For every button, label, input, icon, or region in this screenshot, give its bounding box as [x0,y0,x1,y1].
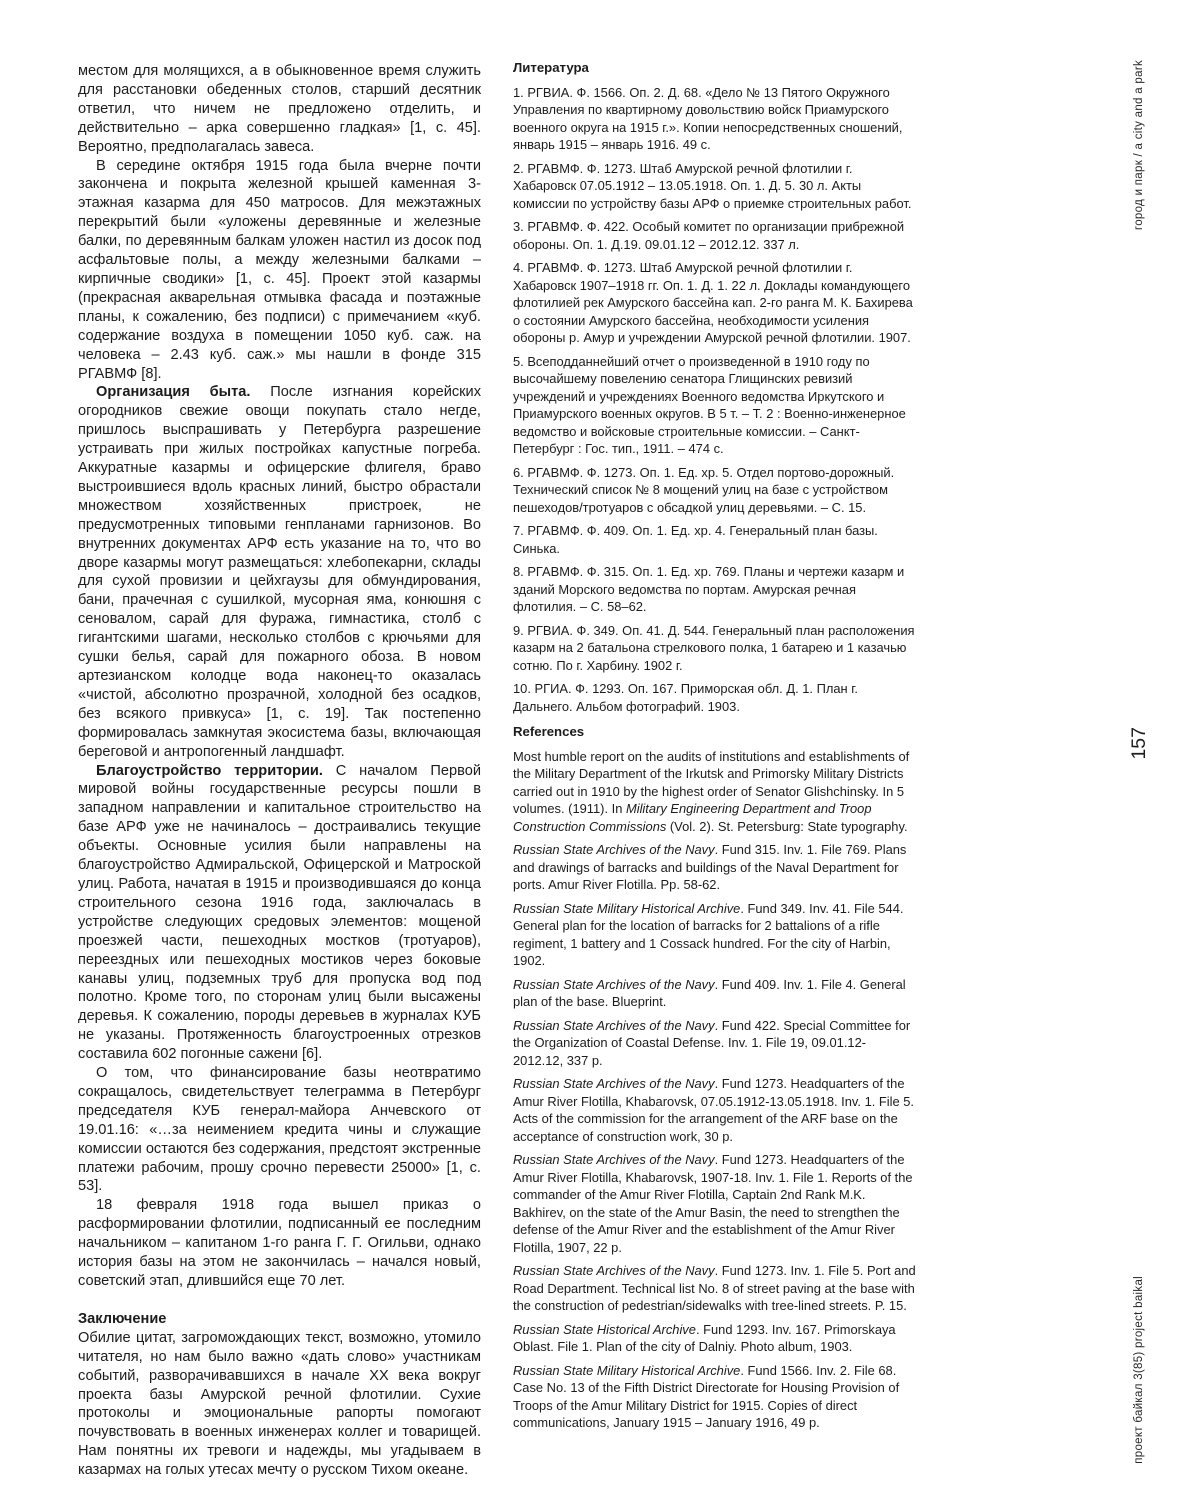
reference-item [513,748,916,836]
literature-item: 8. РГАВМФ. Ф. 315. Оп. 1. Ед. хр. 769. Планы и чертежи казарм и зданий Морского ведомства по портам. Амурская речная флотилия. – С. 58–62. [513,564,905,614]
reference-source-italic: Russian State Military Historical Archive [513,1362,741,1378]
reference-text: . Fund 1566. Inv. 2. File 68. Case No. 13 of the Fifth District Directorate for Housing Provision of Troops of the Amur Military District for 1915. Copies of direct communications, January 1915 – January 1916, 49 p. [513,1362,900,1430]
reference-item [513,1017,916,1070]
body-paragraph: Благоустройство территории. С началом Первой мировой войны государственные ресурсы пошли в западном направлении и капитальное строительство на базе АРФ уже не начиналось – достраивались текущие объекты. Основные усилия были направлены на благоустройство Адмиральской, Офицерской и Матроской улиц. Работа, начатая в 1915 и производившаяся до конца строительного сезона 1916 года, заключалась в устройстве следующих средовых элементов: мощеной проезжей части, пешеходных мостков (тротуаров), переездных или пешеходных мостиков через боковые канавы улиц, подземных труб для пропуска вод под полотно. Кроме того, по сторонам улиц были высажены деревья. К сожалению, породы деревьев в журналах КУБ не указаны. Протяженность благоустроенных отрезков составила 602 погонные сажени [6]. [78,762,481,1063]
reference-item [513,1075,916,1145]
reference-source-italic: Russian State Military Historical Archive [513,900,741,916]
literature-item: 3. РГАВМФ. Ф. 422. Особый комитет по организации прибрежной обороны. Оп. 1. Д.19. 09.01.12 – 2012.12. 337 л. [513,219,905,252]
literature-item: 5. Всеподданнейший отчет о произведенной в 1910 году по высочайшему повелению сенатора Глищинских ревизий учреждений и учреждениях Военного ведомства Иркутского и Приамурского военных округов. В 5 т. – Т. 2 : Военно-инженерное ведомство и войсковые строительные комиссии. – Санкт-Петербург : Гос. тип., 1911. – 474 с. [513,353,906,456]
body-paragraph: В середине октября 1915 года была вчерне почти закончена и покрыта железной крышей каменная 3-этажная казарма для 450 матросов. Для межэтажных перекрытий были «уложены деревянные и железные балки, по деревянным балкам уложен настил из досок под асфальтовые полы, а между железными балками – кирпичные сводики» [1, с. 45]. Проект этой казармы (прекрасная акварельная отмывка фасада и поэтажные планы, к сожалению, без подписи) с примечанием «куб. содержание воздуха в помещении 1050 куб. саж. на человека – 2.43 куб. саж.» мы нашли в фонде 315 РГАВМФ [8]. [78,157,481,382]
reference-text: . Fund 1293. Inv. 167. Primorskaya Oblast. File 1. Plan of the city of Dalniy. Photo album, 1903. [513,1321,896,1354]
literature-item: 6. РГАВМФ. Ф. 1273. Оп. 1. Ед. хр. 5. Отдел портово-дорожный. Технический список № 8 мощений улиц на базе с устройством пешеходов/тротуаров с обсадкой улиц деревьями. – С. 15. [513,464,895,515]
reference-source-italic: Russian State Archives of the Navy [513,842,715,857]
references-heading: References [513,724,585,739]
reference-text: . Fund 1273. Headquarters of the Amur River Flotilla, Khabarovsk, 07.05.1912-13.05.1918. Inv. 1. File 5. Acts of the commission for the arrangement of the ARF base on the acceptance of construction work, 30 p. [513,1076,915,1144]
reference-source-italic: Russian State Archives of the Navy [513,1017,715,1033]
paragraph-lead: Благоустройство территории. [96,762,336,779]
literature-item: 1. РГВИА. Ф. 1566. Оп. 2. Д. 68. «Дело № 13 Пятого Окружного Управления по квартирному довольствию войск Приамурского военного округа на 1915 г.». Копии непосредственных сношений, январь 1915 – январь 1916. 49 с. [513,84,903,152]
article-column [78,62,481,1480]
page-number: 157 [1128,727,1150,760]
section-heading: Заключение [78,1310,167,1327]
literature-list [513,84,916,716]
reference-item [513,1321,916,1356]
reference-source-italic: Military Engineering Department and Troop Construction Commissions [513,801,872,834]
paragraph-lead: Организация быта. [96,384,271,401]
running-head-rubric: город и парк / a city and a park [1133,60,1145,231]
literature-heading: Литература [513,60,589,75]
reference-item [513,1362,916,1432]
reference-item [513,1151,916,1256]
reference-source-italic: Russian State Archives of the Navy [513,1152,715,1167]
reference-source-italic: Russian State Historical Archive [513,1321,696,1337]
reference-source-italic: Russian State Archives of the Navy [513,976,715,992]
references-list [513,748,916,1432]
reference-item [513,976,916,1011]
reference-text: (Vol. 2). St. Petersburg: State typography. [666,818,908,834]
literature-item: 7. РГАВМФ. Ф. 409. Оп. 1. Ед. хр. 4. Генеральный план базы. Синька. [513,523,878,556]
body-paragraph: Организация быта. После изгнания корейских огородников свежие овощи покупать стало негде, пришлось выспрашивать у Петербурга разрешение устраивать при жилых постройках капустные погреба. Аккуратные казармы и офицерские флигеля, браво выстроившиеся вдоль красных линий, быстро обрастали множеством хозяйственных пристроек, не предусмотренных типовыми генпланами гарнизонов. Во внутренних документах АРФ есть указание на то, что во дворе казармы могут размещаться: хлебопекарни, склады для сухой провизии и цейхгаузы для обмундирования, бани, прачечная с сушилкой, мусорная яма, конюшня с сеновалом, сарай для фуража, гимнастика, столб с гигантскими шагами, несколько столбов с крючьями для сушки белья, сарай для пожарного обоза. В новом артезианском колодце вода наконец-то оказалась «чистой, абсолютно прозрачной, холодной без осадков, без всякого привкуса» [1, с. 19]. Так постепенно формировалась замкнутая экосистема базы, включающая береговой и антропогенный ландшафт. [78,384,481,760]
journal-imprint: проект байкал 3(85) project baikal [1133,1276,1145,1464]
body-paragraph: О том, что финансирование базы неотвратимо сокращалось, свидетельствует телеграмма в Петербург председателя КУБ генерал-майора Анчевского от 19.01.16: «…за неимением кредита чины и служащие комиссии остаются без содержания, предстоят экстренные платежи рабочим, прошу срочно перевести 25000» [1, с. 53]. [78,1065,481,1195]
reference-text: . Fund 315. Inv. 1. File 769. Plans and drawings of barracks and buildings of the Naval Department for ports. Amur River Flotilla. Pp. 58-62. [513,842,907,892]
body-paragraph: местом для молящихся, а в обыкновенное время служить для расстановки обеденных столов, старший десятник ответил, что ничем не предложено отделить, и действительно – арка совершенно гладкая» [1, с. 45]. Вероятно, предполагалась завеса. [78,63,481,155]
reference-text: . Fund 409. Inv. 1. File 4. General plan of the base. Blueprint. [513,976,906,1009]
body-paragraph: Обилие цитат, загромождающих текст, возможно, утомило читателя, но нам было важно «дать слово» участникам событий, разворачивавшихся в начале XX века вокруг проекта базы Амурской речной флотилии. Сухие протоколы и эмоциональные рапорты помогают почувствовать в военных инженерах коллег и товарищей. Нам понятны их тревоги и надежды, мы угадываем в казармах на голых утесах мечту о русском Тихом океане. [78,1329,481,1479]
reference-item [513,841,916,894]
literature-item: 2. РГАВМФ. Ф. 1273. Штаб Амурской речной флотилии г. Хабаровск 07.05.1912 – 13.05.1918. Оп. 1. Д. 5. 30 л. Акты комиссии по устройству базы АРФ о приемке строительных работ. [513,160,912,211]
body-paragraph: 18 февраля 1918 года вышел приказ о расформировании флотилии, подписанный ее последним начальником – капитаном 1-го ранга Г. Г. Огильви, однако история базы на этом не закончилась – начался новый, советский этап, длившийся еще 70 лет. [78,1197,481,1289]
reference-source-italic: Russian State Archives of the Navy [513,1263,715,1278]
literature-item: 4. РГАВМФ. Ф. 1273. Штаб Амурской речной флотилии г. Хабаровск 1907–1918 гг. Оп. 1. Д. 1. 22 л. Доклады командующего флотилией рек Амурского бассейна кап. 2-го ранга М. К. Бахирева о состоянии Амурского бассейна, необходимости усиления обороны р. Амур и учреждении Амурской речной флотилии. 1907. [513,260,913,345]
reference-item [513,1262,916,1315]
reference-item [513,900,916,970]
reference-source-italic: Russian State Archives of the Navy [513,1076,715,1091]
reference-text: . Fund 422. Special Committee for the Organization of Coastal Defense. Inv. 1. File 19, 09.01.12-2012.12, 337 p. [513,1017,911,1068]
reference-text: . Fund 1273. Inv. 1. File 5. Port and Road Department. Technical list No. 8 of street paving at the base with the construction of pedestrian/sidewalks with tree-lined streets. P. 15. [513,1263,916,1313]
references-column [513,59,916,1438]
reference-text: . Fund 349. Inv. 41. File 544. General plan for the location of barracks for 2 battalions of a rifle regiment, 1 battery and 1 Cossack hundred. For the city of Harbin, 1902. [513,900,904,968]
reference-text: Most humble report on the audits of institutions and establishments of the Military Department of the Irkutsk and Primorsky Military Districts carried out in 1910 by the highest order of Senator Glishchinsky. In 5 volumes. (1911). In [513,748,910,816]
reference-text: . Fund 1273. Headquarters of the Amur River Flotilla, Khabarovsk, 1907-18. Inv. 1. File 1. Reports of the commander of the Amur River Flotilla, Captain 2nd Rank M.K. Bakhirev, on the state of the Amur Basin, the need to strengthen the defense of the Amur River and the establishment of the Amur River Flotilla, 1907, 22 p. [513,1152,913,1255]
literature-item: 10. РГИА. Ф. 1293. Оп. 167. Приморская обл. Д. 1. План г. Дальнего. Альбом фотографий. 1903. [513,681,858,714]
literature-item: 9. РГВИА. Ф. 349. Оп. 41. Д. 544. Генеральный план расположения казарм на 2 батальона стрелкового полка, 1 батарею и 1 казачью сотню. По г. Харбину. 1902 г. [513,622,915,673]
